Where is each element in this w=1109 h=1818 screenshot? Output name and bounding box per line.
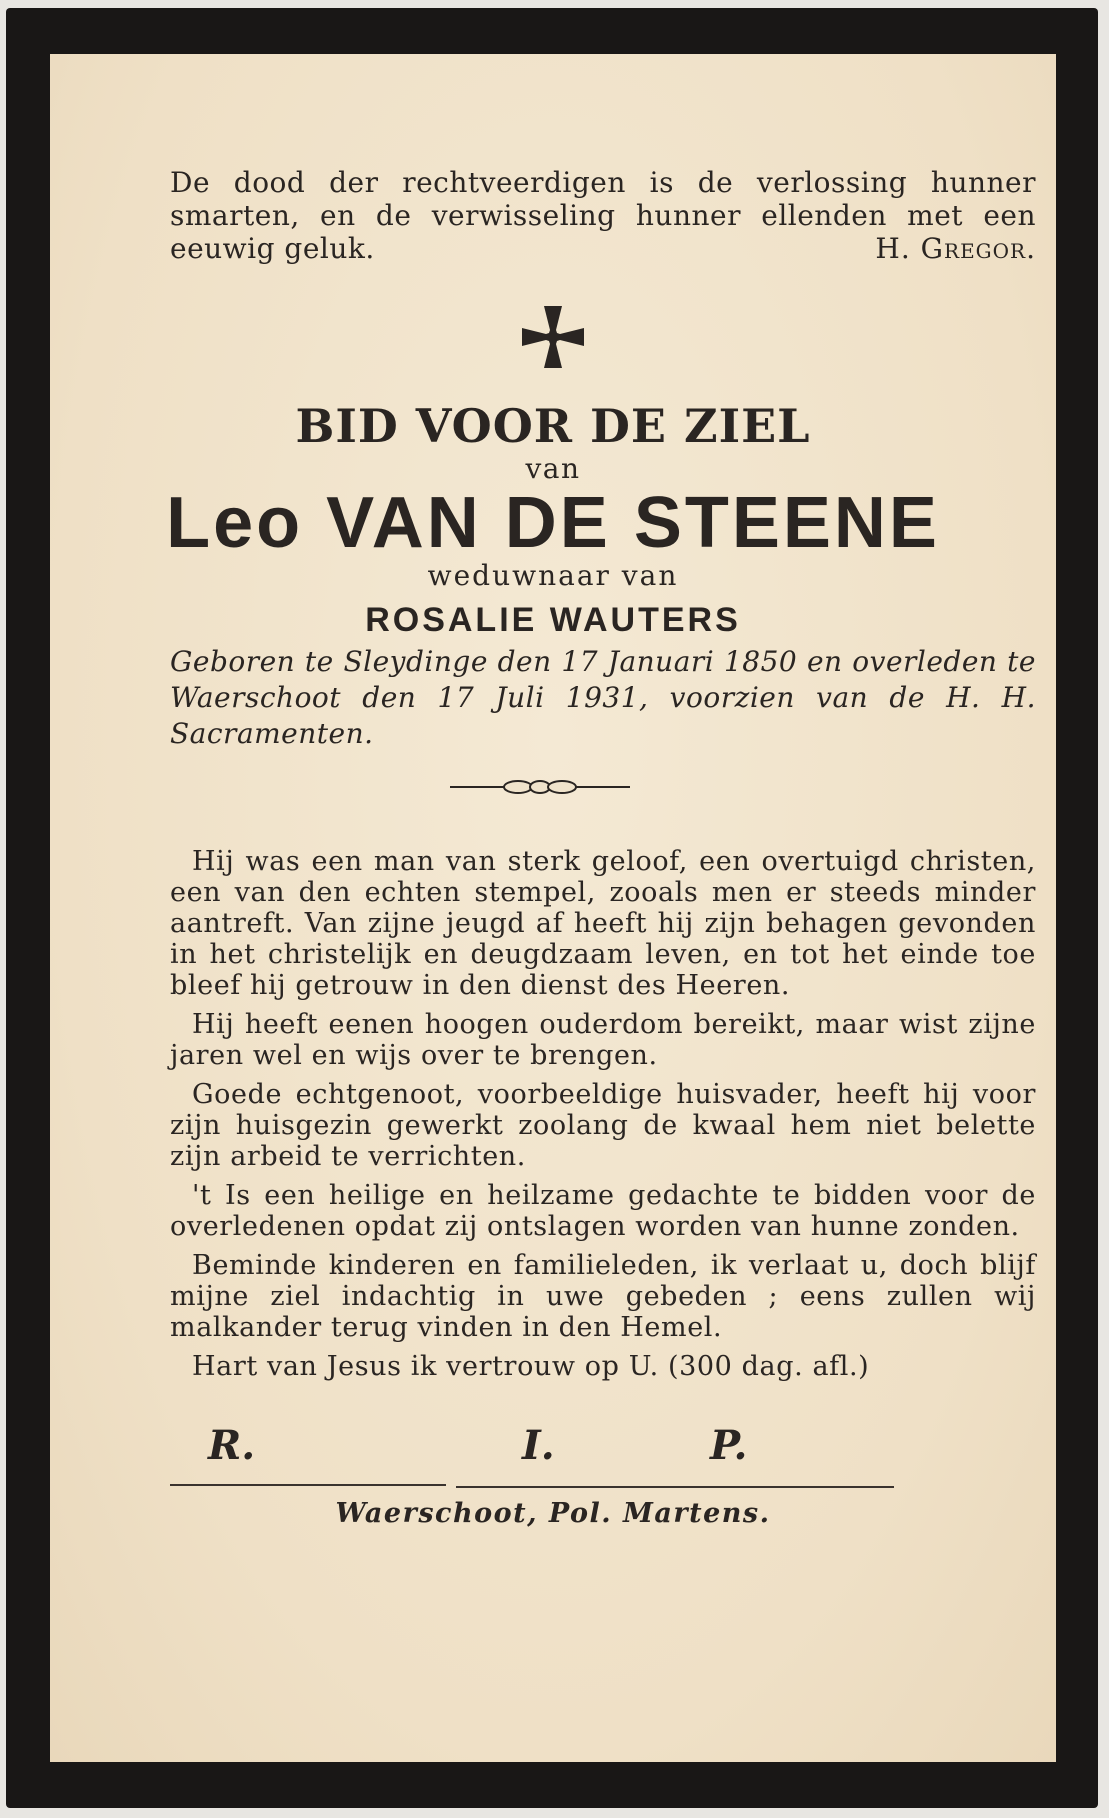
opening-quote — [170, 166, 1036, 265]
rip-i: I. — [522, 1422, 555, 1469]
quote-text: De dood der rechtveerdigen is de verlossing hunner smarten, en de verwisseling hunner ellenden met een eeuwig geluk. — [170, 166, 1036, 265]
prayer-heading: BID VOOR DE ZIEL — [295, 399, 811, 453]
deceased-name: Leo VAN DE STEENE — [166, 483, 940, 563]
memorial-card-border — [6, 8, 1098, 1808]
paragraph: 't Is een heilige en heilzame gedachte te bidden voor de overledenen opdat zij ontslagen worden van hunne zonden. — [170, 1180, 1036, 1242]
ornament-divider-icon — [450, 776, 630, 798]
printer-credit: Waerschoot, Pol. Martens. — [335, 1498, 771, 1529]
paragraph: Hij heeft eenen hoogen ouderdom bereikt, maar wist zijne jaren wel en wijs over te brengen. — [170, 1009, 1036, 1071]
relation-label: weduwnaar van — [427, 559, 679, 592]
birth-death-text: Geboren te Sleydinge den 17 Januari 1850 en overleden te Waerschoot den 17 Juli 1931, voorzien van de H. H. Sacramenten. — [170, 645, 1036, 750]
paragraph: Hart van Jesus ik vertrouw op U. (300 dag. afl.) — [192, 1351, 870, 1382]
rip-p: P. — [710, 1422, 748, 1469]
van-label: van — [525, 452, 581, 485]
memorial-text — [170, 846, 1036, 1390]
rip-letters — [170, 1422, 1036, 1472]
divider-rule — [170, 1484, 446, 1486]
paragraph: Beminde kinderen en familieleden, ik verlaat u, doch blijf mijne ziel indachtig in uwe gebeden ; eens zullen wij malkander terug vinden in den Hemel. — [170, 1250, 1036, 1343]
cross-pattee-icon — [520, 304, 586, 370]
rip-r: R. — [208, 1422, 256, 1469]
paragraph: Hij was een man van sterk geloof, een overtuigd christen, een van den echten stempel, zooals men er steeds minder aantreft. Van zijne jeugd af heeft hij zijn behagen gevonden in het christelijk en deugdzaam leven, en tot het einde toe bleef hij getrouw in den dienst des Heeren. — [170, 846, 1036, 1001]
spouse-name: ROSALIE WAUTERS — [365, 601, 741, 639]
quote-author: H. Gregor. — [875, 232, 1036, 265]
memorial-card-paper — [50, 54, 1056, 1762]
paragraph: Goede echtgenoot, voorbeeldige huisvader, heeft hij voor zijn huisgezin gewerkt zoolang de kwaal hem niet belette zijn arbeid te verrichten. — [170, 1079, 1036, 1172]
divider-rule — [456, 1486, 894, 1488]
